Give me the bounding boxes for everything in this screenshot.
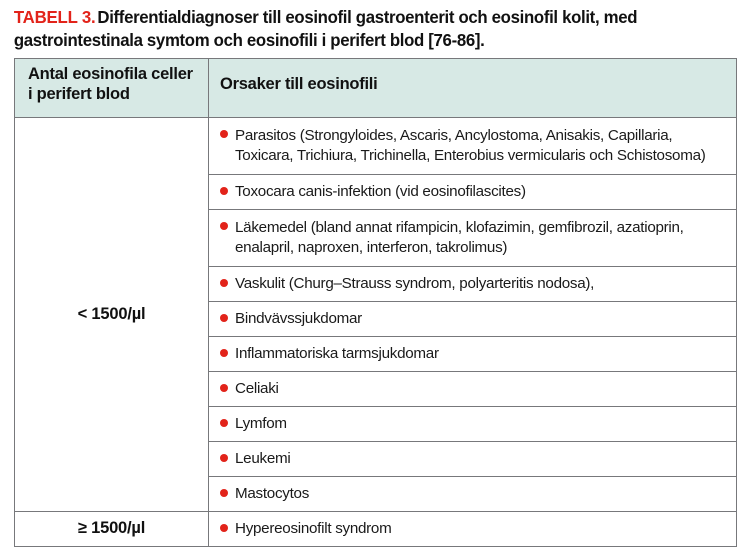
cause-cell xyxy=(209,301,737,336)
cause-label: Vaskulit (Churg–Strauss syndrom, polyarteritis nodosa), xyxy=(235,274,595,292)
table-body xyxy=(15,118,737,547)
cause-content xyxy=(209,302,736,336)
table-row xyxy=(15,118,737,175)
table-header-row xyxy=(15,59,737,118)
bullet-icon xyxy=(220,130,228,138)
cause-cell xyxy=(209,174,737,209)
cause-label: Mastocytos xyxy=(235,484,310,502)
table-caption-text: Differentialdiagnoser till eosinofil gastroenterit och eosinofil kolit, med gastrointestinala symtom och eosinofili i perifert blod [76-86]. xyxy=(13,7,638,51)
bullet-icon xyxy=(220,454,228,462)
cause-label: Bindvävssjukdomar xyxy=(235,309,362,327)
bullet-icon xyxy=(220,314,228,322)
bullet-icon xyxy=(220,349,228,357)
cause-content xyxy=(209,512,736,546)
column-header-eosinophil-count xyxy=(15,59,209,118)
cause-label: Parasitos (Strongyloides, Ascaris, Ancylostoma, Anisakis, Capillaria, Toxicara, Trichiura, Trichinella, Enterobius vermicularis och Schistosoma) xyxy=(235,127,706,164)
bullet-icon xyxy=(220,279,228,287)
bullet-icon xyxy=(220,187,228,195)
cause-cell xyxy=(209,441,737,476)
bullet-icon xyxy=(220,524,228,532)
table-header xyxy=(15,59,737,118)
bullet-icon xyxy=(220,419,228,427)
bullet-icon xyxy=(220,222,228,230)
bullet-icon xyxy=(220,489,228,497)
cause-label: Lymfom xyxy=(235,414,287,432)
column-header-causes-label: Orsaker till eosinofili xyxy=(220,74,378,93)
table-number-label: TABELL 3. xyxy=(13,7,96,27)
cause-cell xyxy=(209,209,737,266)
cause-cell xyxy=(209,336,737,371)
bullet-icon xyxy=(220,384,228,392)
figure-caption xyxy=(10,6,703,52)
differential-diagnosis-table xyxy=(14,58,737,547)
table-row xyxy=(15,511,737,546)
cause-content xyxy=(209,477,736,511)
cause-content xyxy=(209,372,736,406)
cause-content xyxy=(209,175,736,209)
eosinophil-level-high: ≥ 1500/µl xyxy=(15,511,209,546)
cause-label: Inflammatoriska tarmsjukdomar xyxy=(235,344,439,362)
eosinophil-level-low: < 1500/µl xyxy=(15,118,209,512)
cause-cell xyxy=(209,266,737,301)
cause-content xyxy=(209,407,736,441)
cause-label: Läkemedel (bland annat rifampicin, klofazimin, gemfibrozil, azatioprin, enalapril, naproxen, interferon, takrolimus) xyxy=(235,218,684,256)
cause-label: Hypereosinofilt syndrom xyxy=(235,519,392,537)
cause-cell xyxy=(209,511,737,546)
cause-content xyxy=(209,442,736,476)
cause-cell xyxy=(209,118,737,175)
cause-cell xyxy=(209,476,737,511)
column-header-causes xyxy=(209,59,737,118)
cause-label: Toxocara canis-infektion (vid eosinofilascites) xyxy=(235,182,526,200)
cause-content xyxy=(209,118,736,174)
column-header-eosinophil-count-label: Antal eosinofila celler i perifert blod xyxy=(28,64,193,103)
cause-content xyxy=(209,337,736,371)
cause-content xyxy=(209,267,736,301)
cause-content xyxy=(209,210,736,266)
cause-cell xyxy=(209,371,737,406)
cause-label: Celiaki xyxy=(235,379,279,397)
cause-label: Leukemi xyxy=(235,449,291,467)
cause-cell xyxy=(209,406,737,441)
